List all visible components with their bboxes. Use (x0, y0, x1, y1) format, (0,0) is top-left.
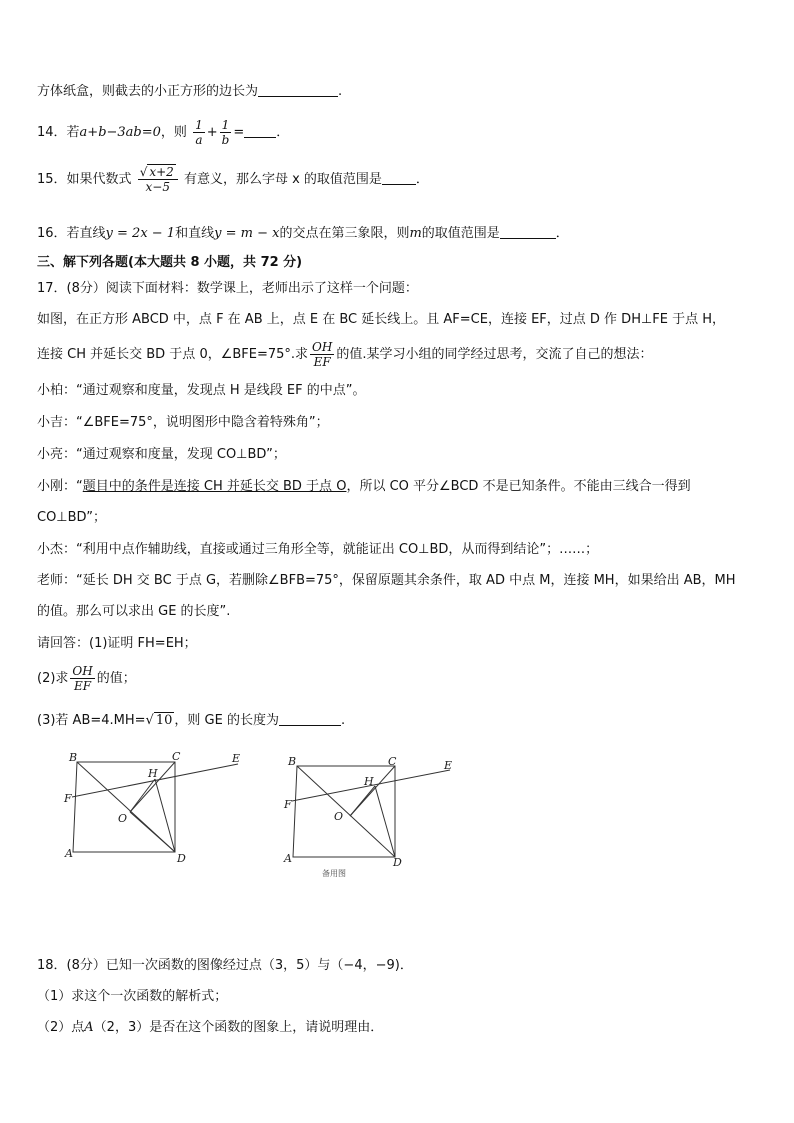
figure-main (60, 752, 260, 867)
q17-ask3-a: (3)若 AB=4.MH= (37, 713, 146, 728)
segment-oh (130, 779, 155, 812)
segment-od (130, 812, 175, 852)
q14-fraction-2-denominator: b (221, 133, 230, 147)
answer-blank (279, 711, 341, 726)
question-15 (37, 165, 429, 194)
q17-statement-4-cont: CO⊥BD”； (37, 510, 106, 525)
q17-teacher-1: 老师：“延长 DH 交 BC 于点 G，若删除∠BFB=75°，保留原题其余条件，取 AD 中点 M，连接 MH，如果给出 AB，MH (37, 573, 736, 588)
q17-radicand: 10 (155, 713, 173, 728)
q17-ask3-b: ，则 GE 的长度为 (174, 713, 279, 728)
q16-end: ． (555, 226, 569, 241)
q15-fraction (138, 165, 178, 194)
q17-p2-b: 的值.某学习小组的同学经过思考，交流了自己的想法： (336, 347, 653, 362)
answer-blank (258, 82, 338, 97)
label-a: A (65, 847, 73, 860)
label-e: E (232, 752, 241, 765)
q16-prefix: 16．若直线 (37, 226, 106, 241)
q18-part-1: （1）求这个一次函数的解析式； (37, 989, 228, 1004)
q15-denominator: x−5 (145, 180, 170, 194)
q14-fraction-2 (220, 118, 232, 147)
q13-text: 方体纸盒，则截去的小正方形的边长为 (37, 84, 259, 99)
q17-p2 (37, 340, 653, 369)
q18-head: 18．(8分）已知一次函数的图像经过点（3，5）与（−4，−9)． (37, 958, 413, 973)
q18-part-2 (37, 1019, 383, 1037)
q16-mid2: 的交点在第三象限，则 (279, 226, 410, 241)
label-f: F (64, 792, 72, 805)
label-o: O (118, 812, 128, 825)
q17-statement-3: 小亮：“通过观察和度量，发现 CO⊥BD”； (37, 447, 286, 462)
q16-line-1: y = 2x − 1 (105, 226, 176, 241)
q14-prefix: 14．若 (37, 125, 80, 140)
segment-dh (375, 786, 395, 857)
q15-mid: 有意义，那么字母 x 的取值范围是 (183, 172, 382, 187)
q14-fraction-1 (193, 118, 205, 147)
segment-dh (155, 779, 175, 852)
q17-ask-3 (37, 711, 345, 730)
q17-statement-2: 小吉：“∠BFE=75°，说明图形中隐含着特殊角”； (37, 415, 329, 430)
question-16 (37, 224, 569, 243)
figure-caption: 备用图 (322, 869, 346, 878)
q17-ask2-b: 的值； (96, 671, 136, 686)
label-c: C (172, 752, 181, 763)
answer-blank (382, 170, 416, 185)
q17-teacher-2: 的值。那么可以求出 GE 的长度”. (37, 604, 231, 619)
q14-fraction-1-denominator: a (195, 133, 203, 147)
q17-ask-1: 请回答：(1)证明 FH=EH； (37, 636, 197, 651)
q17-ask-2 (37, 664, 136, 693)
label-a: A (284, 852, 292, 865)
q14-fraction-1-numerator: 1 (195, 118, 203, 132)
label-d: D (177, 852, 186, 865)
label-e: E (444, 759, 453, 772)
q17-ask2-numerator: OH (72, 664, 93, 678)
q17-fraction (310, 340, 334, 369)
q17-s4-a: 小刚：“ (37, 479, 83, 494)
q15-prefix: 15．如果代数式 (37, 172, 132, 187)
q17-statement-4 (37, 478, 691, 496)
q17-ask3-end: . (340, 713, 346, 728)
label-d: D (393, 856, 402, 869)
q16-line-2: y = m − x (214, 226, 280, 241)
q17-p1: 如图，在正方形 ABCD 中，点 F 在 AB 上，点 E 在 BC 延长线上。且 AF=CE，连接 EF，过点 D 作 DH⊥FE 于点 H， (37, 312, 726, 327)
q17-fraction-numerator: OH (312, 340, 333, 354)
q15-radicand: x+2 (149, 165, 174, 179)
q17-s4-b: ，所以 CO 平分∠BCD 不是已知条件。不能由三线合一得到 (346, 479, 691, 494)
label-o: O (334, 810, 344, 823)
q15-numerator (138, 165, 178, 180)
q15-end: ． (415, 172, 429, 187)
q16-mid1: 和直线 (175, 226, 215, 241)
q16-m: m (409, 226, 422, 241)
q18-p2-c: （2，3）是否在这个函数的图象上，请说明理由． (93, 1020, 384, 1035)
q13-tail (37, 82, 342, 101)
q18-point-a: A (84, 1020, 94, 1035)
q17-p2-a: 连接 CH 并延长交 BD 于点 0，∠BFE=75°.求 (37, 347, 309, 362)
answer-blank (500, 224, 556, 239)
q14-equals: = (233, 125, 245, 140)
sqrt-sign: √ (139, 165, 148, 179)
label-b: B (69, 752, 78, 764)
q14-fraction-2-numerator: 1 (221, 118, 230, 132)
q14-plus: + (206, 125, 218, 140)
q17-ask2-denominator: EF (74, 679, 92, 693)
q17-fraction-denominator: EF (313, 355, 331, 369)
figure-spare (280, 752, 480, 880)
label-h: H (148, 767, 158, 780)
section-3-title: 三、解下列各题(本大题共 8 小题，共 72 分) (37, 255, 303, 270)
segment-bd (297, 766, 395, 857)
q16-mid3: 的取值范围是 (421, 226, 500, 241)
segment-oh (350, 786, 375, 816)
q17-statement-5: 小杰：“利用中点作辅助线，直接或通过三角形全等，就能证出 CO⊥BD，从而得到结论”；……； (37, 542, 599, 557)
question-14 (37, 118, 289, 147)
label-b: B (288, 755, 297, 768)
q14-mid: ，则 (160, 125, 187, 140)
label-c: C (388, 755, 397, 768)
q14-expression: a+b−3ab=0 (79, 125, 161, 140)
q17-statement-1: 小柏：“通过观察和度量，发现点 H 是线段 EF 的中点”。 (37, 383, 366, 398)
q17-sqrt (146, 712, 175, 728)
q18-p2-a: （2）点 (37, 1020, 85, 1035)
sqrt-sign: √ (145, 713, 154, 728)
q14-end: ． (276, 125, 290, 140)
q17-head: 17．(8分）阅读下面材料：数学课上，老师出示了这样一个问题： (37, 281, 418, 296)
q17-ask2-a: (2)求 (37, 671, 69, 686)
label-h: H (364, 775, 374, 788)
answer-blank (244, 123, 276, 138)
q13-end: . (338, 84, 343, 99)
label-f: F (284, 798, 292, 811)
q17-ask2-fraction (70, 664, 94, 693)
q17-s4-underlined: 题目中的条件是连接 CH 并延长交 BD 于点 O (82, 479, 347, 494)
